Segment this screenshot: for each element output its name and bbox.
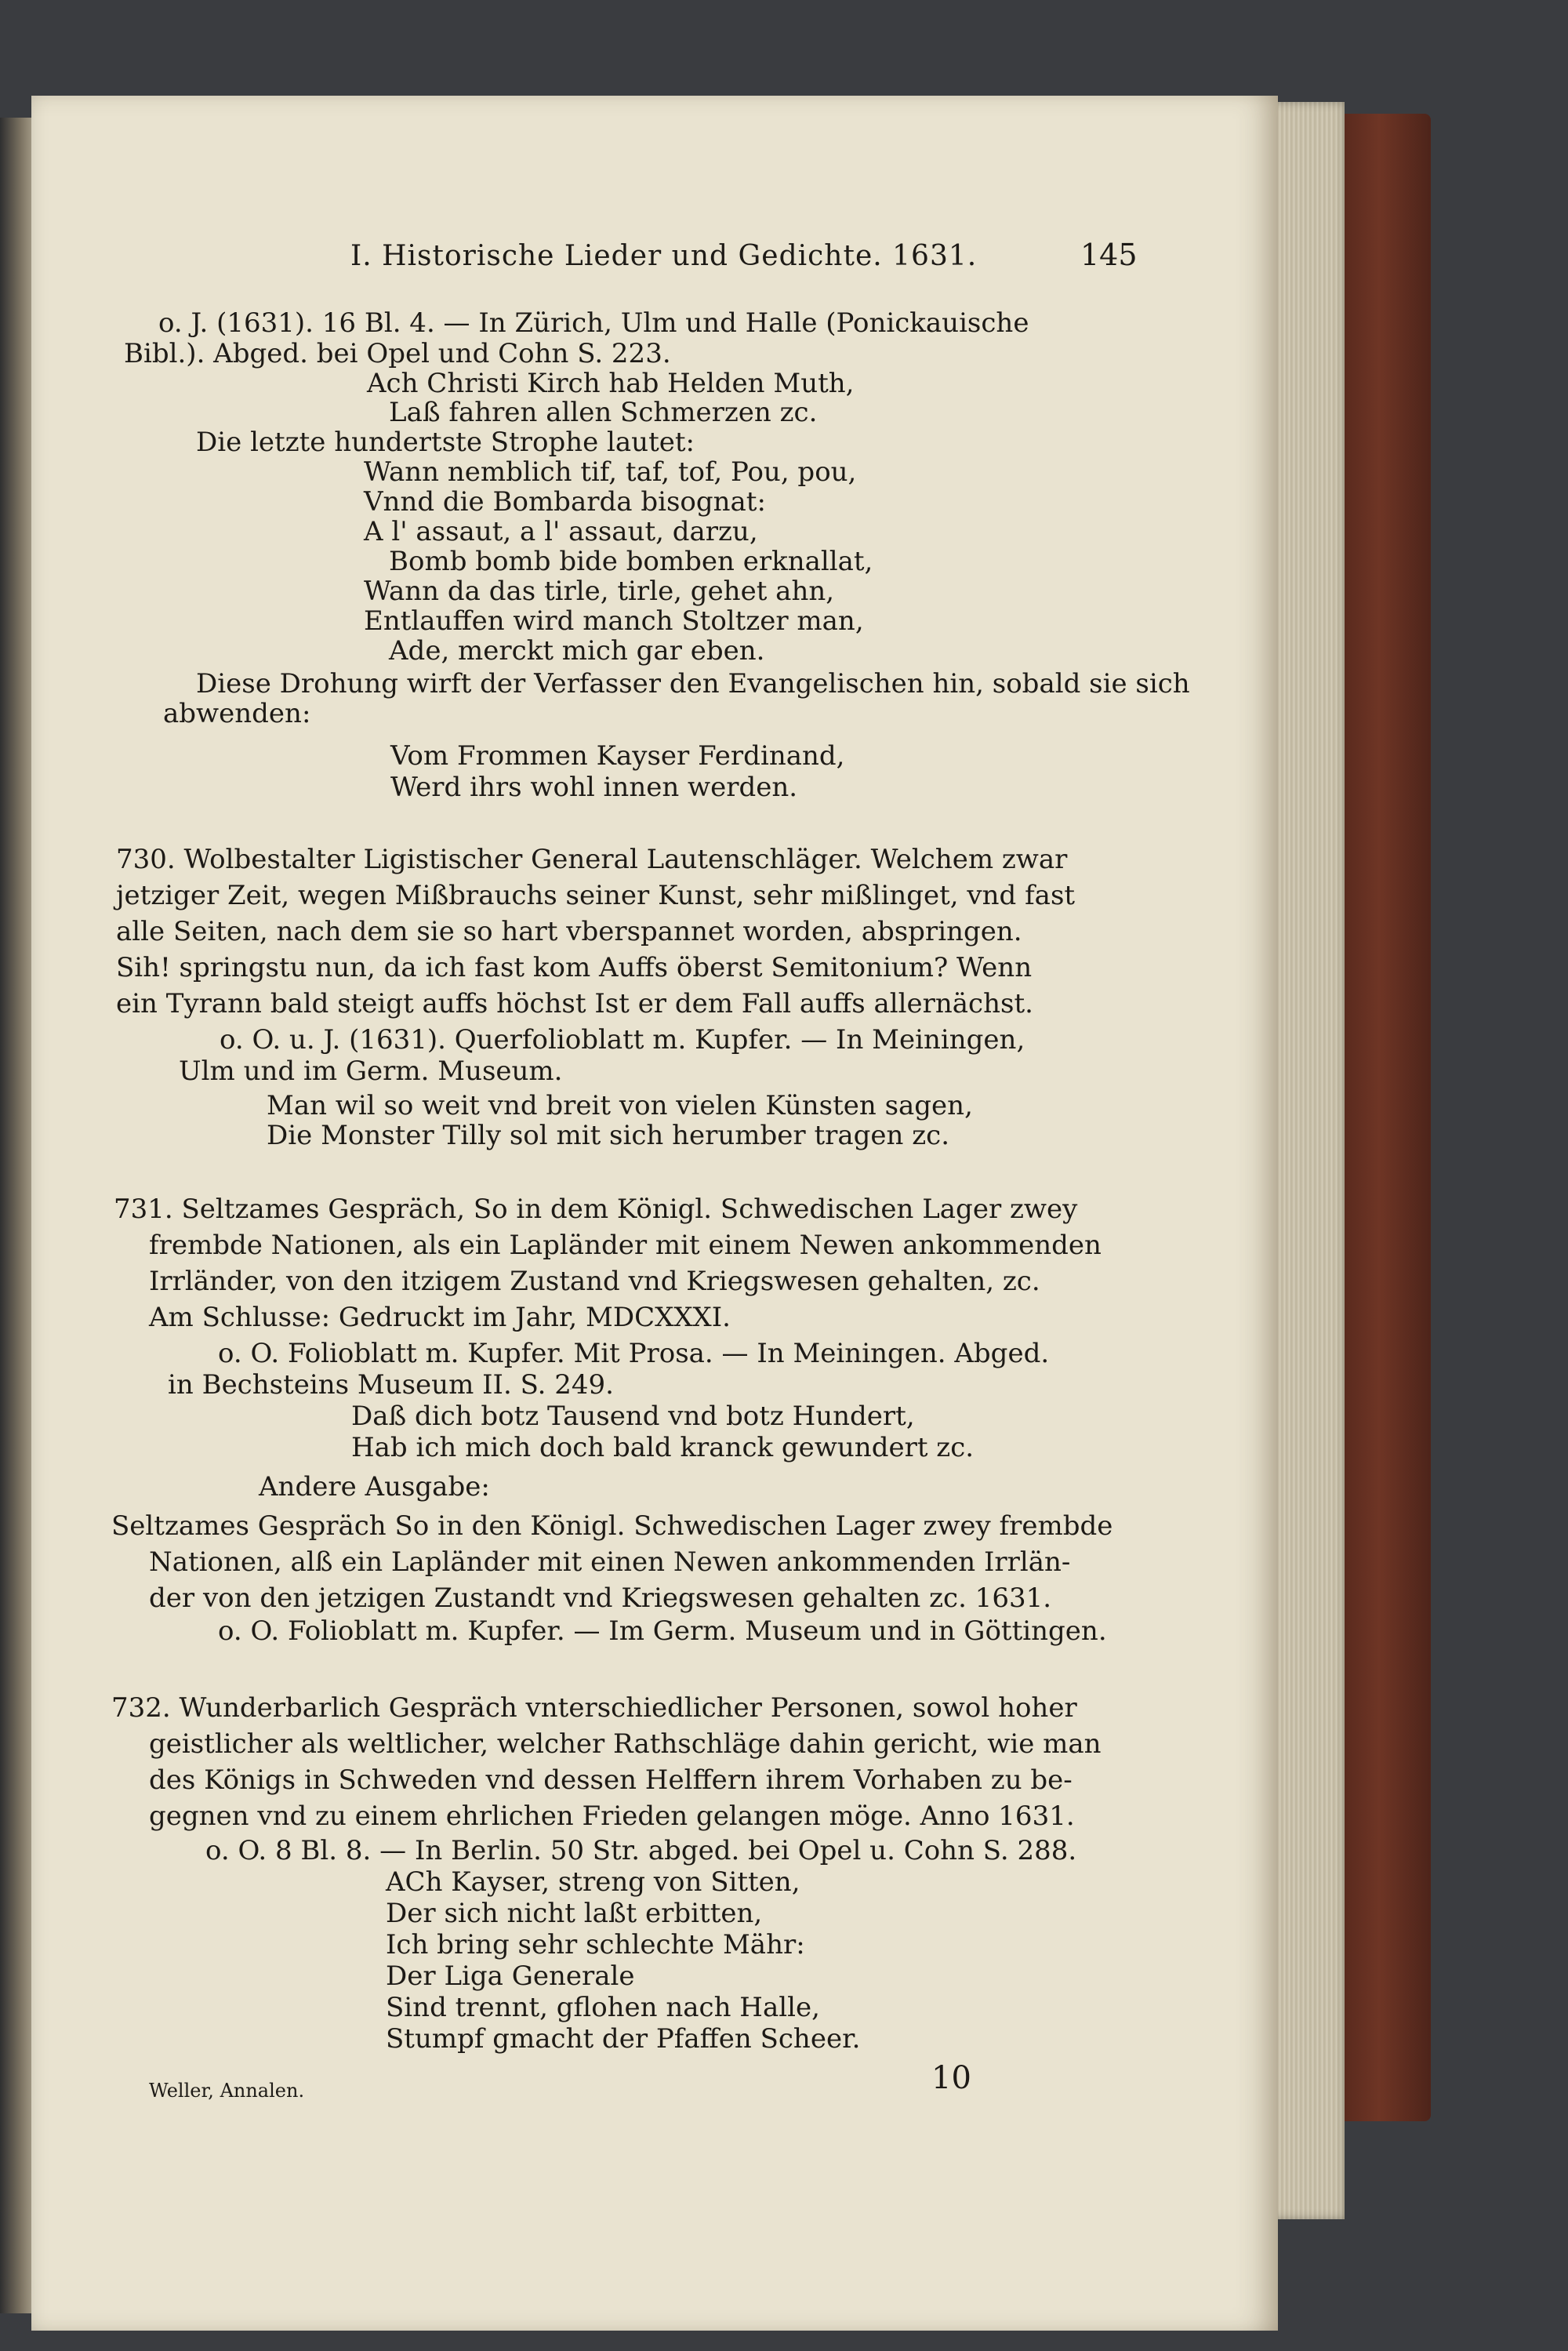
verse-line: Bomb bomb bide bomben erknallat, bbox=[389, 546, 873, 577]
printer-signature: 10 bbox=[931, 2060, 971, 2096]
text-line: der von den jetzigen Zustandt vnd Kriegswesen gehalten zc. 1631. bbox=[149, 1582, 1052, 1614]
book-page bbox=[31, 96, 1278, 2331]
text-line: geistlicher als weltlicher, welcher Rathschläge dahin gericht, wie man bbox=[149, 1728, 1102, 1760]
verse-line: Stumpf gmacht der Pfaffen Scheer. bbox=[386, 2023, 861, 2055]
verse-line: Laß fahren allen Schmerzen zc. bbox=[389, 397, 818, 428]
text-line: o. O. 8 Bl. 8. — In Berlin. 50 Str. abged. bei Opel u. Cohn S. 288. bbox=[205, 1835, 1077, 1866]
verse-line: Der Liga Generale bbox=[386, 1960, 635, 1992]
verse-line: Hab ich mich doch bald kranck gewundert zc. bbox=[351, 1432, 975, 1463]
text-line: o. O. u. J. (1631). Querfolioblatt m. Kupfer. — In Meiningen, bbox=[220, 1024, 1025, 1056]
page-number: 145 bbox=[1080, 238, 1138, 272]
text-line: Die letzte hundertste Strophe lautet: bbox=[196, 427, 695, 458]
text-line: ein Tyrann bald steigt auffs höchst Ist er dem Fall auffs allernächst. bbox=[116, 988, 1033, 1019]
text-line: jetziger Zeit, wegen Mißbrauchs seiner Kunst, sehr mißlinget, vnd fast bbox=[116, 880, 1076, 911]
text-line: frembde Nationen, als ein Lapländer mit einem Newen ankommenden bbox=[149, 1230, 1102, 1261]
text-line: Ulm und im Germ. Museum. bbox=[179, 1056, 563, 1087]
verse-line: Ich bring sehr schlechte Mähr: bbox=[386, 1929, 805, 1960]
verse-line: Die Monster Tilly sol mit sich herumber tragen zc. bbox=[267, 1120, 950, 1151]
verse-line: Vnnd die Bombarda bisognat: bbox=[364, 486, 766, 518]
text-line: o. O. Folioblatt m. Kupfer. — Im Germ. Museum und in Göttingen. bbox=[218, 1615, 1107, 1647]
verse-line: Man wil so weit vnd breit von vielen Künsten sagen, bbox=[267, 1090, 973, 1121]
text-line: in Bechsteins Museum II. S. 249. bbox=[168, 1369, 614, 1401]
verse-line: A l' assaut, a l' assaut, darzu, bbox=[364, 516, 758, 547]
verse-line: Werd ihrs wohl innen werden. bbox=[390, 772, 798, 803]
text-line: Bibl.). Abged. bei Opel und Cohn S. 223. bbox=[124, 338, 671, 369]
text-line: Am Schlusse: Gedruckt im Jahr, MDCXXXI. bbox=[149, 1302, 731, 1333]
verse-line: Sind trennt, gflohen nach Halle, bbox=[386, 1992, 820, 2023]
text-line: Irrländer, von den itzigem Zustand vnd Kriegswesen gehalten, zc. bbox=[149, 1266, 1040, 1297]
text-line: Diese Drohung wirft der Verfasser den Evangelischen hin, sobald sie sich bbox=[196, 668, 1190, 699]
entry-731-title: 731. Seltzames Gespräch, So in dem Königl. Schwedischen Lager zwey bbox=[114, 1194, 1078, 1225]
text-line: Andere Ausgabe: bbox=[259, 1471, 490, 1503]
text-line: Nationen, alß ein Lapländer mit einen Newen ankommenden Irrlän- bbox=[149, 1546, 1071, 1578]
text-line: Seltzames Gespräch So in den Königl. Schwedischen Lager zwey frembde bbox=[111, 1510, 1113, 1542]
verse-line: ACh Kayser, streng von Sitten, bbox=[386, 1866, 800, 1898]
verse-line: Ade, merckt mich gar eben. bbox=[389, 635, 765, 667]
text-line: Sih! springstu nun, da ich fast kom Auffs öberst Semitonium? Wenn bbox=[116, 952, 1033, 983]
text-line: gegnen vnd zu einem ehrlichen Frieden gelangen möge. Anno 1631. bbox=[149, 1800, 1075, 1832]
verse-line: Vom Frommen Kayser Ferdinand, bbox=[390, 740, 845, 772]
text-line: o. J. (1631). 16 Bl. 4. — In Zürich, Ulm und Halle (Ponickauische bbox=[158, 307, 1029, 339]
verse-line: Ach Christi Kirch hab Helden Muth, bbox=[367, 368, 855, 399]
footer-author-note: Weller, Annalen. bbox=[149, 2080, 305, 2102]
verse-line: Daß dich botz Tausend vnd botz Hundert, bbox=[351, 1401, 915, 1432]
verse-line: Der sich nicht laßt erbitten, bbox=[386, 1898, 763, 1929]
facing-page-edge bbox=[0, 118, 34, 2313]
text-line: o. O. Folioblatt m. Kupfer. Mit Prosa. — In Meiningen. Abged. bbox=[218, 1338, 1050, 1369]
verse-line: Wann nemblich tif, taf, tof, Pou, pou, bbox=[364, 456, 857, 488]
text-line: abwenden: bbox=[163, 698, 311, 729]
text-line: alle Seiten, nach dem sie so hart vberspannet worden, abspringen. bbox=[116, 916, 1022, 947]
running-title: I. Historische Lieder und Gedichte. 1631. bbox=[350, 240, 978, 272]
entry-730-title: 730. Wolbestalter Ligistischer General Lautenschläger. Welchem zwar bbox=[116, 844, 1068, 875]
verse-line: Entlauffen wird manch Stoltzer man, bbox=[364, 605, 864, 637]
text-line: des Königs in Schweden vnd dessen Helffern ihrem Vorhaben zu be- bbox=[149, 1764, 1073, 1796]
verse-line: Wann da das tirle, tirle, gehet ahn, bbox=[364, 576, 835, 607]
entry-732-title: 732. Wunderbarlich Gespräch vnterschiedlicher Personen, sowol hoher bbox=[111, 1692, 1077, 1724]
